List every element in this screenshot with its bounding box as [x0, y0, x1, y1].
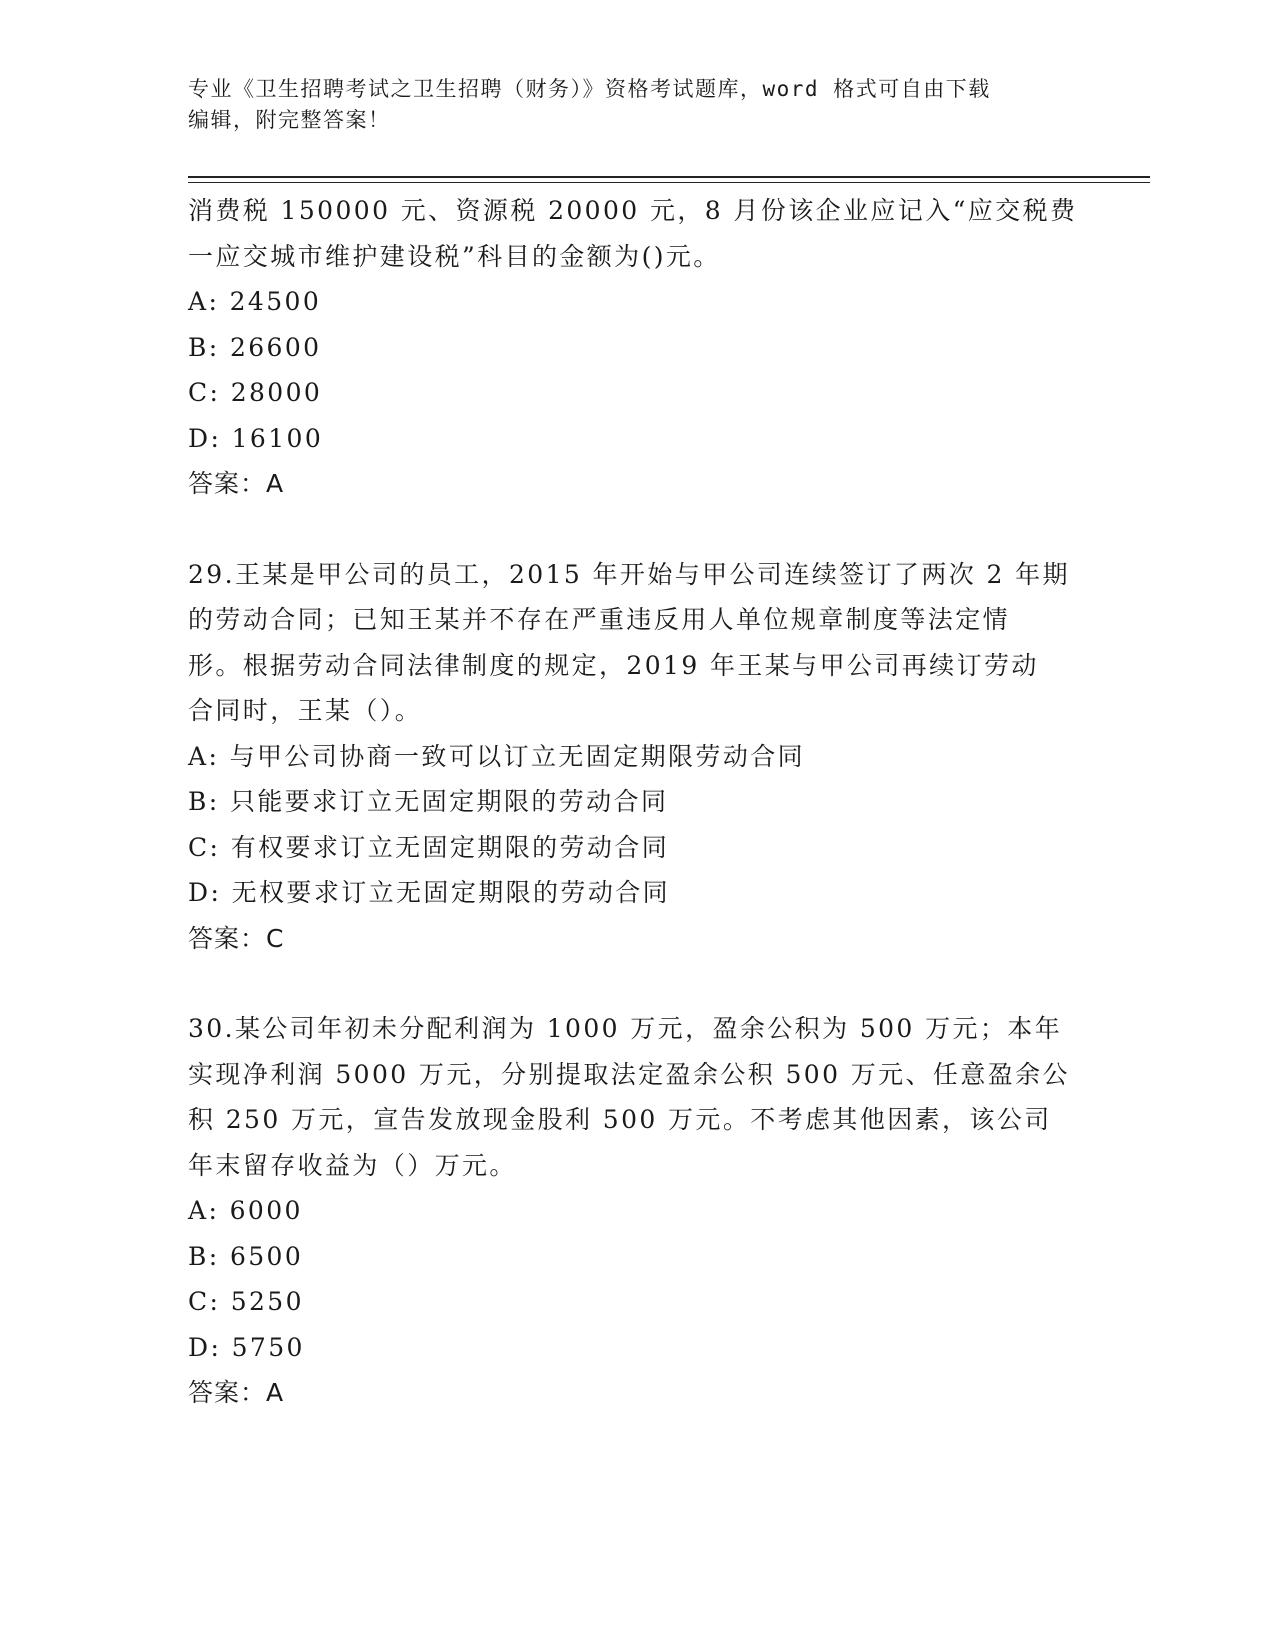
option-c: C: 有权要求订立无固定期限的劳动合同	[188, 832, 670, 862]
option-a: A: 与甲公司协商一致可以订立无固定期限劳动合同	[188, 741, 806, 771]
option-d: D: 16100	[188, 423, 324, 453]
header-line-1: 专业《卫生招聘考试之卫生招聘（财务）》资格考试题库，word 格式可自由下载	[188, 77, 991, 101]
option-b: B: 6500	[188, 1241, 304, 1271]
header-line-2: 编辑，附完整答案！	[188, 108, 391, 132]
question-30	[188, 1006, 1088, 1416]
question-28	[188, 188, 1088, 507]
header-rule-thick	[188, 176, 1150, 178]
question-stem-line: 年末留存收益为（）万元。	[188, 1150, 517, 1180]
question-stem-line: 29.王某是甲公司的员工，2015 年开始与甲公司连续签订了两次 2 年期	[188, 559, 1070, 589]
option-c: C: 5250	[188, 1287, 304, 1316]
question-29	[188, 552, 1088, 962]
option-c: C: 28000	[188, 378, 323, 407]
answer-label: 答案：A	[188, 469, 285, 498]
option-a: A: 6000	[188, 1196, 303, 1225]
question-spacer	[188, 507, 1088, 552]
option-d: D: 无权要求订立无固定期限的劳动合同	[188, 878, 671, 907]
question-stem-line: 30.某公司年初未分配利润为 1000 万元，盈余公积为 500 万元；本年	[188, 1014, 1063, 1043]
document-header	[188, 74, 1088, 136]
header-rule-thin	[188, 182, 1150, 183]
option-a: A: 24500	[188, 287, 322, 316]
question-stem-line: 积 250 万元，宣告发放现金股利 500 万元。不考虑其他因素，该公司	[188, 1105, 1052, 1134]
question-list	[188, 188, 1088, 1416]
answer-label: 答案：C	[188, 923, 285, 953]
answer-label: 答案：A	[188, 1378, 285, 1407]
question-stem-line: 消费税 150000 元、资源税 20000 元，8 月份该企业应记入“应交税费	[188, 196, 1078, 225]
option-b: B: 只能要求订立无固定期限的劳动合同	[188, 787, 669, 816]
question-stem-line: 合同时，王某（）。	[188, 696, 423, 725]
question-stem-line: 实现净利润 5000 万元，分别提取法定盈余公积 500 万元、任意盈余公	[188, 1059, 1070, 1089]
option-b: B: 26600	[188, 332, 322, 362]
question-spacer	[188, 961, 1088, 1006]
question-stem-line: 的劳动合同；已知王某并不存在严重违反用人单位规章制度等法定情	[188, 605, 1011, 634]
question-stem-line: 一应交城市维护建设税”科目的金额为()元。	[188, 241, 721, 271]
option-d: D: 5750	[188, 1332, 305, 1362]
question-stem-line: 形。根据劳动合同法律制度的规定，2019 年王某与甲公司再续订劳动	[188, 650, 1039, 680]
